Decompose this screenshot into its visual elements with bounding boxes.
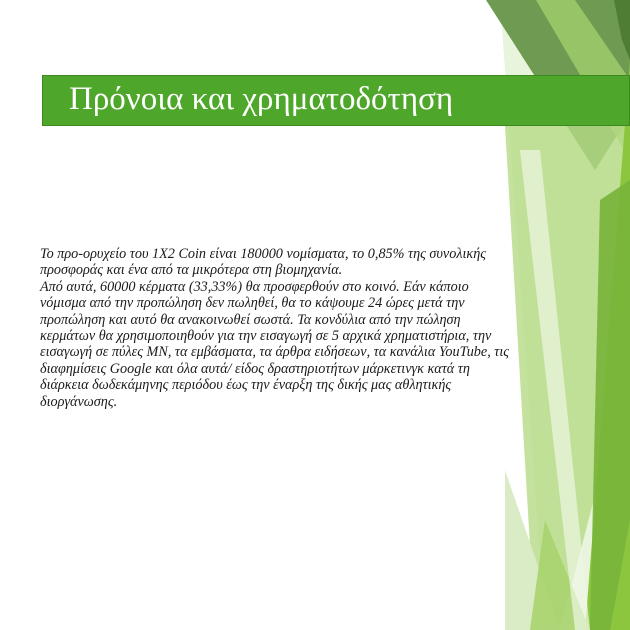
slide-body (40, 246, 518, 410)
slide-title: Πρόνοια και χρηματοδότηση (69, 81, 454, 117)
title-bar (42, 75, 630, 126)
body-paragraph: Από αυτά, 60000 κέρματα (33,33%) θα προσφερθούν στο κοινό. Εάν κάποιο νόμισμα από την προπώληση δεν πωληθεί, θα το κάψουμε 24 ώρες μετά την προπώληση και αυτό θα ανακοινωθεί σωστά. Τα κονδύλια από την πώληση κερμάτων θα χρησιμοποιηθούν για την εισαγωγή σε 5 αρχικά χρηματιστήρια, την εισαγωγή σε πύλες ΜΝ, τα εμβάσματα, τα άρθρα ειδήσεων, τα κανάλια YouTube, τις διαφημίσεις Google και όλα αυτά/ είδος δραστηριοτήτων μάρκετινγκ κατά τη διάρκεια δωδεκάμηνης περιόδου έως την έναρξη της δικής μας αθλητικής διοργάνωσης. (40, 278, 510, 410)
body-paragraph: Το προ-ορυχείο του 1Χ2 Coin είναι 180000 νομίσματα, το 0,85% της συνολικής προσφοράς και ένα από τα μικρότερα στη βιομηχανία. (40, 246, 487, 279)
